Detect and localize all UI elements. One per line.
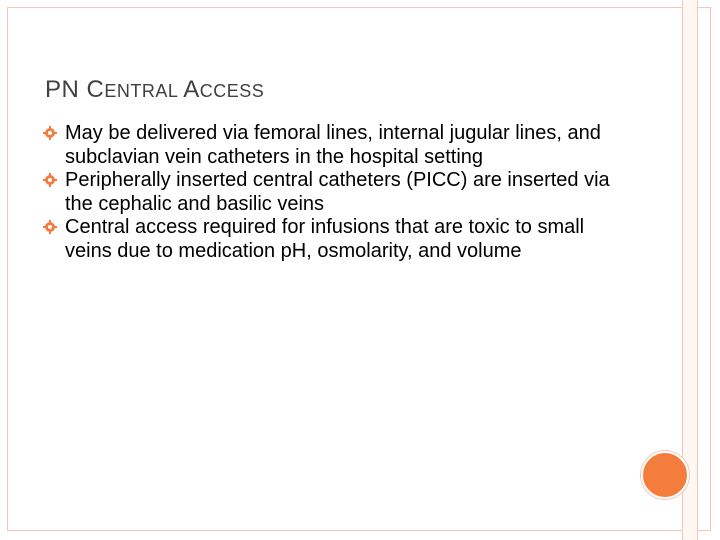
bullet-item-2 (43, 169, 623, 216)
accent-circle (641, 451, 689, 499)
bullet-text-2: Peripherally inserted central catheters (PICC) are inserted via the cephalic and basilic veins (65, 169, 610, 215)
bullet-list (43, 122, 623, 263)
decorative-side-band (682, 0, 698, 540)
bullet-text-3: Central access required for infusions that are toxic to small veins due to medication pH, osmolarity, and volume (65, 216, 585, 262)
title-part-ccess: CCESS (199, 81, 265, 101)
bullet-item-3 (43, 216, 623, 263)
title-part-entral: ENTRAL (104, 81, 184, 101)
gear-icon (43, 220, 57, 234)
slide-title (45, 76, 264, 104)
gear-icon (43, 126, 57, 140)
title-part-a: A (183, 76, 200, 103)
bullet-text-1: May be delivered via femoral lines, internal jugular lines, and subclavian vein catheters in the hospital setting (65, 122, 601, 168)
bullet-item-1 (43, 122, 623, 169)
title-part-c: C (86, 76, 105, 103)
gear-icon (43, 173, 57, 187)
title-part-pn: PN (45, 76, 87, 103)
